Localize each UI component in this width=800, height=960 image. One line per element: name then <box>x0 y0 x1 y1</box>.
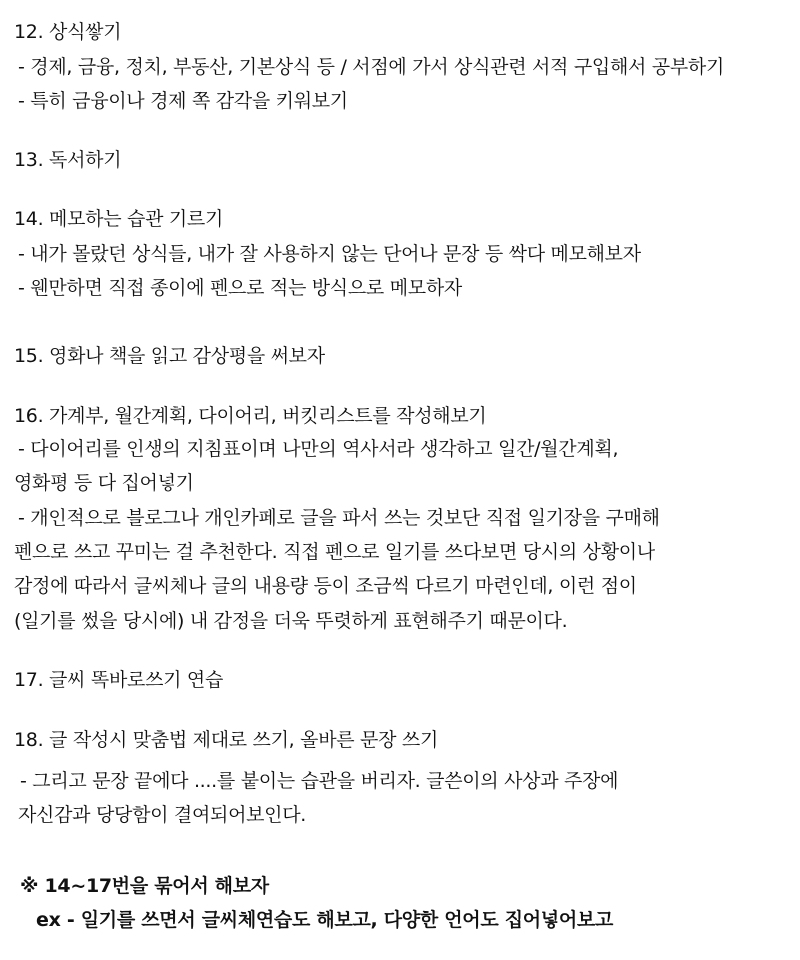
item-18-bullet-1-line-2: 자신감과 당당함이 결여되어보인다. <box>18 804 307 826</box>
item-15-heading: 15. 영화나 책을 읽고 감상평을 써보자 <box>14 345 325 367</box>
note-line-1: ※ 14~17번을 묶어서 해보자 <box>20 875 269 897</box>
item-14-heading: 14. 메모하는 습관 기르기 <box>14 208 224 230</box>
item-18-heading: 18. 글 작성시 맞춤법 제대로 쓰기, 올바른 문장 쓰기 <box>14 729 438 751</box>
item-12-bullet-1: - 경제, 금융, 정치, 부동산, 기본상식 등 / 서점에 가서 상식관련 서적 구입해서 공부하기 <box>18 56 725 78</box>
item-17-heading: 17. 글씨 똑바로쓰기 연습 <box>14 669 224 691</box>
item-16-bullet-2-line-3: 감정에 따라서 글씨체나 글의 내용량 등이 조금씩 다르기 마련인데, 이런 점이 <box>14 575 637 597</box>
item-13-heading: 13. 독서하기 <box>14 149 122 171</box>
item-12-bullet-2: - 특히 금융이나 경제 쪽 감각을 키워보기 <box>18 90 348 112</box>
item-16-heading: 16. 가계부, 월간계획, 다이어리, 버킷리스트를 작성해보기 <box>14 405 487 427</box>
item-16-bullet-2-line-2: 펜으로 쓰고 꾸미는 걸 추천한다. 직접 펜으로 일기를 쓰다보면 당시의 상황이나 <box>14 541 655 563</box>
item-16-bullet-2-line-4: (일기를 썼을 당시에) 내 감정을 더욱 뚜렷하게 표현해주기 때문이다. <box>14 610 568 632</box>
item-16-bullet-1-line-2: 영화평 등 다 집어넣기 <box>14 472 194 494</box>
item-14-bullet-2: - 웬만하면 직접 종이에 펜으로 적는 방식으로 메모하자 <box>18 277 462 299</box>
item-16-bullet-2-line-1: - 개인적으로 블로그나 개인카페로 글을 파서 쓰는 것보단 직접 일기장을 구매해 <box>18 507 660 529</box>
item-14-bullet-1: - 내가 몰랐던 상식들, 내가 잘 사용하지 않는 단어나 문장 등 싹다 메모해보자 <box>18 243 641 265</box>
item-16-bullet-1-line-1: - 다이어리를 인생의 지침표이며 나만의 역사서라 생각하고 일간/월간계획, <box>18 438 619 460</box>
item-18-bullet-1-line-1: - 그리고 문장 끝에다 ....를 붙이는 습관을 버리자. 글쓴이의 사상과 주장에 <box>20 770 619 792</box>
item-12-heading: 12. 상식쌓기 <box>14 21 122 43</box>
note-line-2: ex - 일기를 쓰면서 글씨체연습도 해보고, 다양한 언어도 집어넣어보고 <box>36 909 614 931</box>
